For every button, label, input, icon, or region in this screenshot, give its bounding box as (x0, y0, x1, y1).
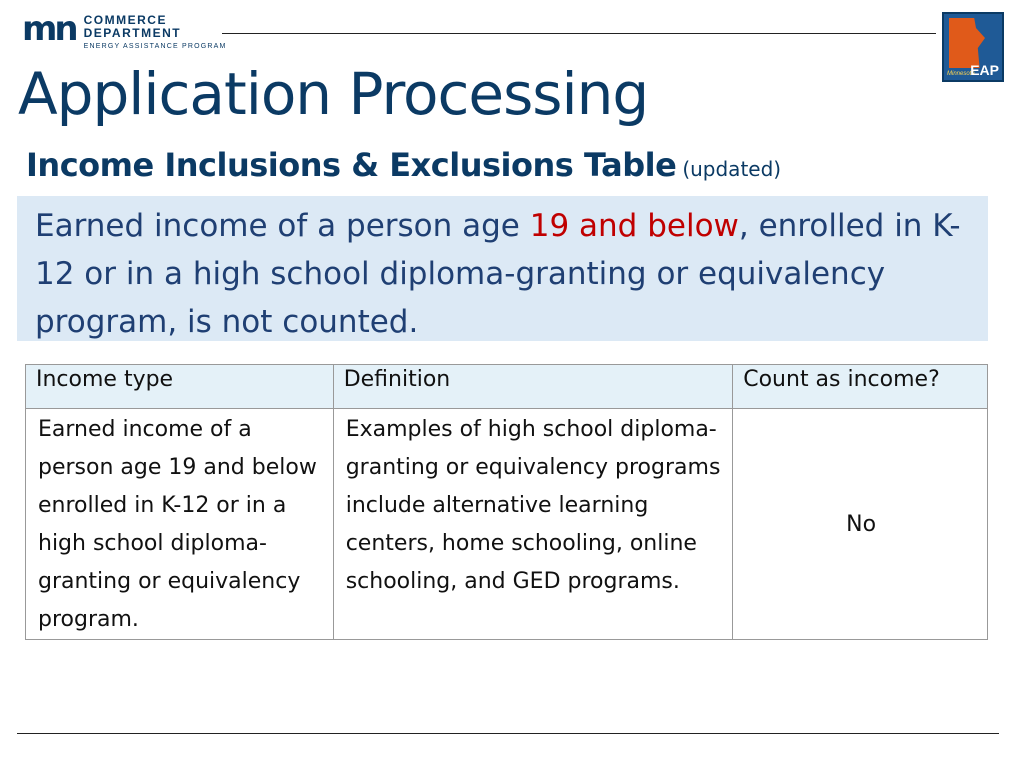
subtitle-main: Income Inclusions & Exclusions Table (26, 146, 677, 184)
section-subtitle (26, 146, 781, 184)
header-definition: Definition (333, 365, 733, 409)
logo-line-3: ENERGY ASSISTANCE PROGRAM (83, 43, 227, 50)
header-divider (222, 33, 936, 34)
page-title: Application Processing (18, 60, 649, 128)
logo-line-1: COMMERCE (83, 13, 167, 27)
income-table (25, 364, 988, 640)
cell-income-type: Earned income of a person age 19 and below enrolled in K-12 or in a high school diploma-granting or equivalency program. (26, 409, 334, 640)
callout-highlight: 19 and below (529, 208, 739, 244)
minnesota-map-icon (949, 18, 985, 68)
logo-line-2: DEPARTMENT (83, 26, 182, 40)
cell-count: No (733, 409, 988, 640)
header-count-as-income: Count as income? (733, 365, 988, 409)
header-income-type: Income type (26, 365, 334, 409)
subtitle-note: (updated) (682, 157, 782, 181)
callout-text-2: , enrolled in K-12 or in a high school diploma-granting or equivalency program, is not counted. (35, 208, 961, 340)
callout-box (17, 196, 988, 341)
badge-state-text: Minnesota (947, 71, 975, 77)
table-header-row (26, 365, 988, 409)
badge-eap-text: EAP (970, 62, 999, 78)
footer-divider (17, 733, 999, 734)
commerce-logo (22, 9, 227, 53)
table-row (26, 409, 988, 640)
cell-definition: Examples of high school diploma-granting or equivalency programs include alternative learning centers, home schooling, online schooling, and GED programs. (333, 409, 733, 640)
callout-text-1: Earned income of a person age (35, 208, 530, 244)
minnesota-eap-badge (942, 12, 1004, 82)
mn-logo-mark: mn (22, 9, 76, 49)
